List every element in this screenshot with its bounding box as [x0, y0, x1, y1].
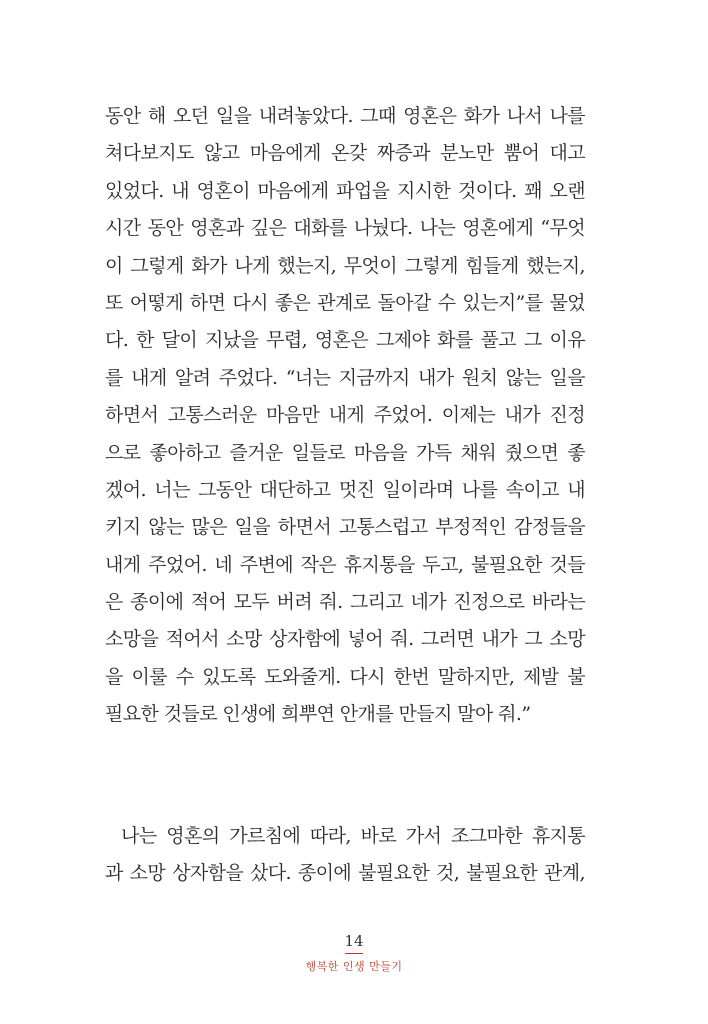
text-line: 과 소망 상자함을 샀다. 종이에 불필요한 것, 불필요한 관계,: [105, 862, 585, 885]
page-number: 14: [344, 932, 364, 950]
text-line: 동안 해 오던 일을 내려놓았다. 그때 영혼은 화가 나서 나를: [105, 105, 585, 127]
footer-divider: [345, 953, 363, 954]
paragraph-2: [105, 818, 585, 893]
paragraph-1: [105, 98, 585, 734]
text-line: 겠어. 너는 그동안 대단하고 멋진 일이라며 나를 속이고 내: [105, 478, 585, 501]
text-line: 은 종이에 적어 모두 버려 줘. 그리고 네가 진정으로 바라는: [105, 591, 585, 614]
text-line: 다. 한 달이 지났을 무렵, 영혼은 그제야 화를 풀고 그 이유: [105, 329, 585, 352]
text-line: 나는 영혼의 가르침에 따라, 바로 가서 조그마한 휴지통: [121, 825, 585, 847]
text-line: 하면서 고통스러운 마음만 내게 주었어. 이제는 내가 진정: [105, 404, 585, 427]
text-line: 으로 좋아하고 즐거운 일들로 마음을 가득 채워 줬으면 좋: [105, 441, 585, 464]
text-line: 또 어떻게 하면 다시 좋은 관계로 돌아갈 수 있는지”를 물었: [105, 291, 585, 314]
text-line: 있었다. 내 영혼이 마음에게 파업을 지시한 것이다. 꽤 오랜: [105, 179, 585, 202]
running-footer-title: 행복한 인생 만들기: [305, 960, 403, 973]
text-line: 내게 주었어. 네 주변에 작은 휴지통을 두고, 불필요한 것들: [105, 553, 585, 576]
text-line: 이 그렇게 화가 나게 했는지, 무엇이 그렇게 힘들게 했는지,: [105, 254, 585, 277]
text-line: 시간 동안 영혼과 깊은 대화를 나눴다. 나는 영혼에게 “무엇: [105, 217, 585, 240]
text-line: 쳐다보지도 않고 마음에게 온갖 짜증과 분노만 뿜어 대고: [105, 142, 585, 165]
text-line: 필요한 것들로 인생에 희뿌연 안개를 만들지 말아 줘.”: [105, 703, 531, 726]
text-line: 키지 않는 많은 일을 하면서 고통스럽고 부정적인 감정들을: [105, 516, 585, 539]
text-line: 을 이룰 수 있도록 도와줄게. 다시 한번 말하지만, 제발 불: [105, 665, 585, 688]
text-line: 를 내게 알려 주었다. “너는 지금까지 내가 원치 않는 일을: [105, 366, 585, 389]
text-line: 소망을 적어서 소망 상자함에 넣어 줘. 그러면 내가 그 소망: [105, 628, 585, 651]
